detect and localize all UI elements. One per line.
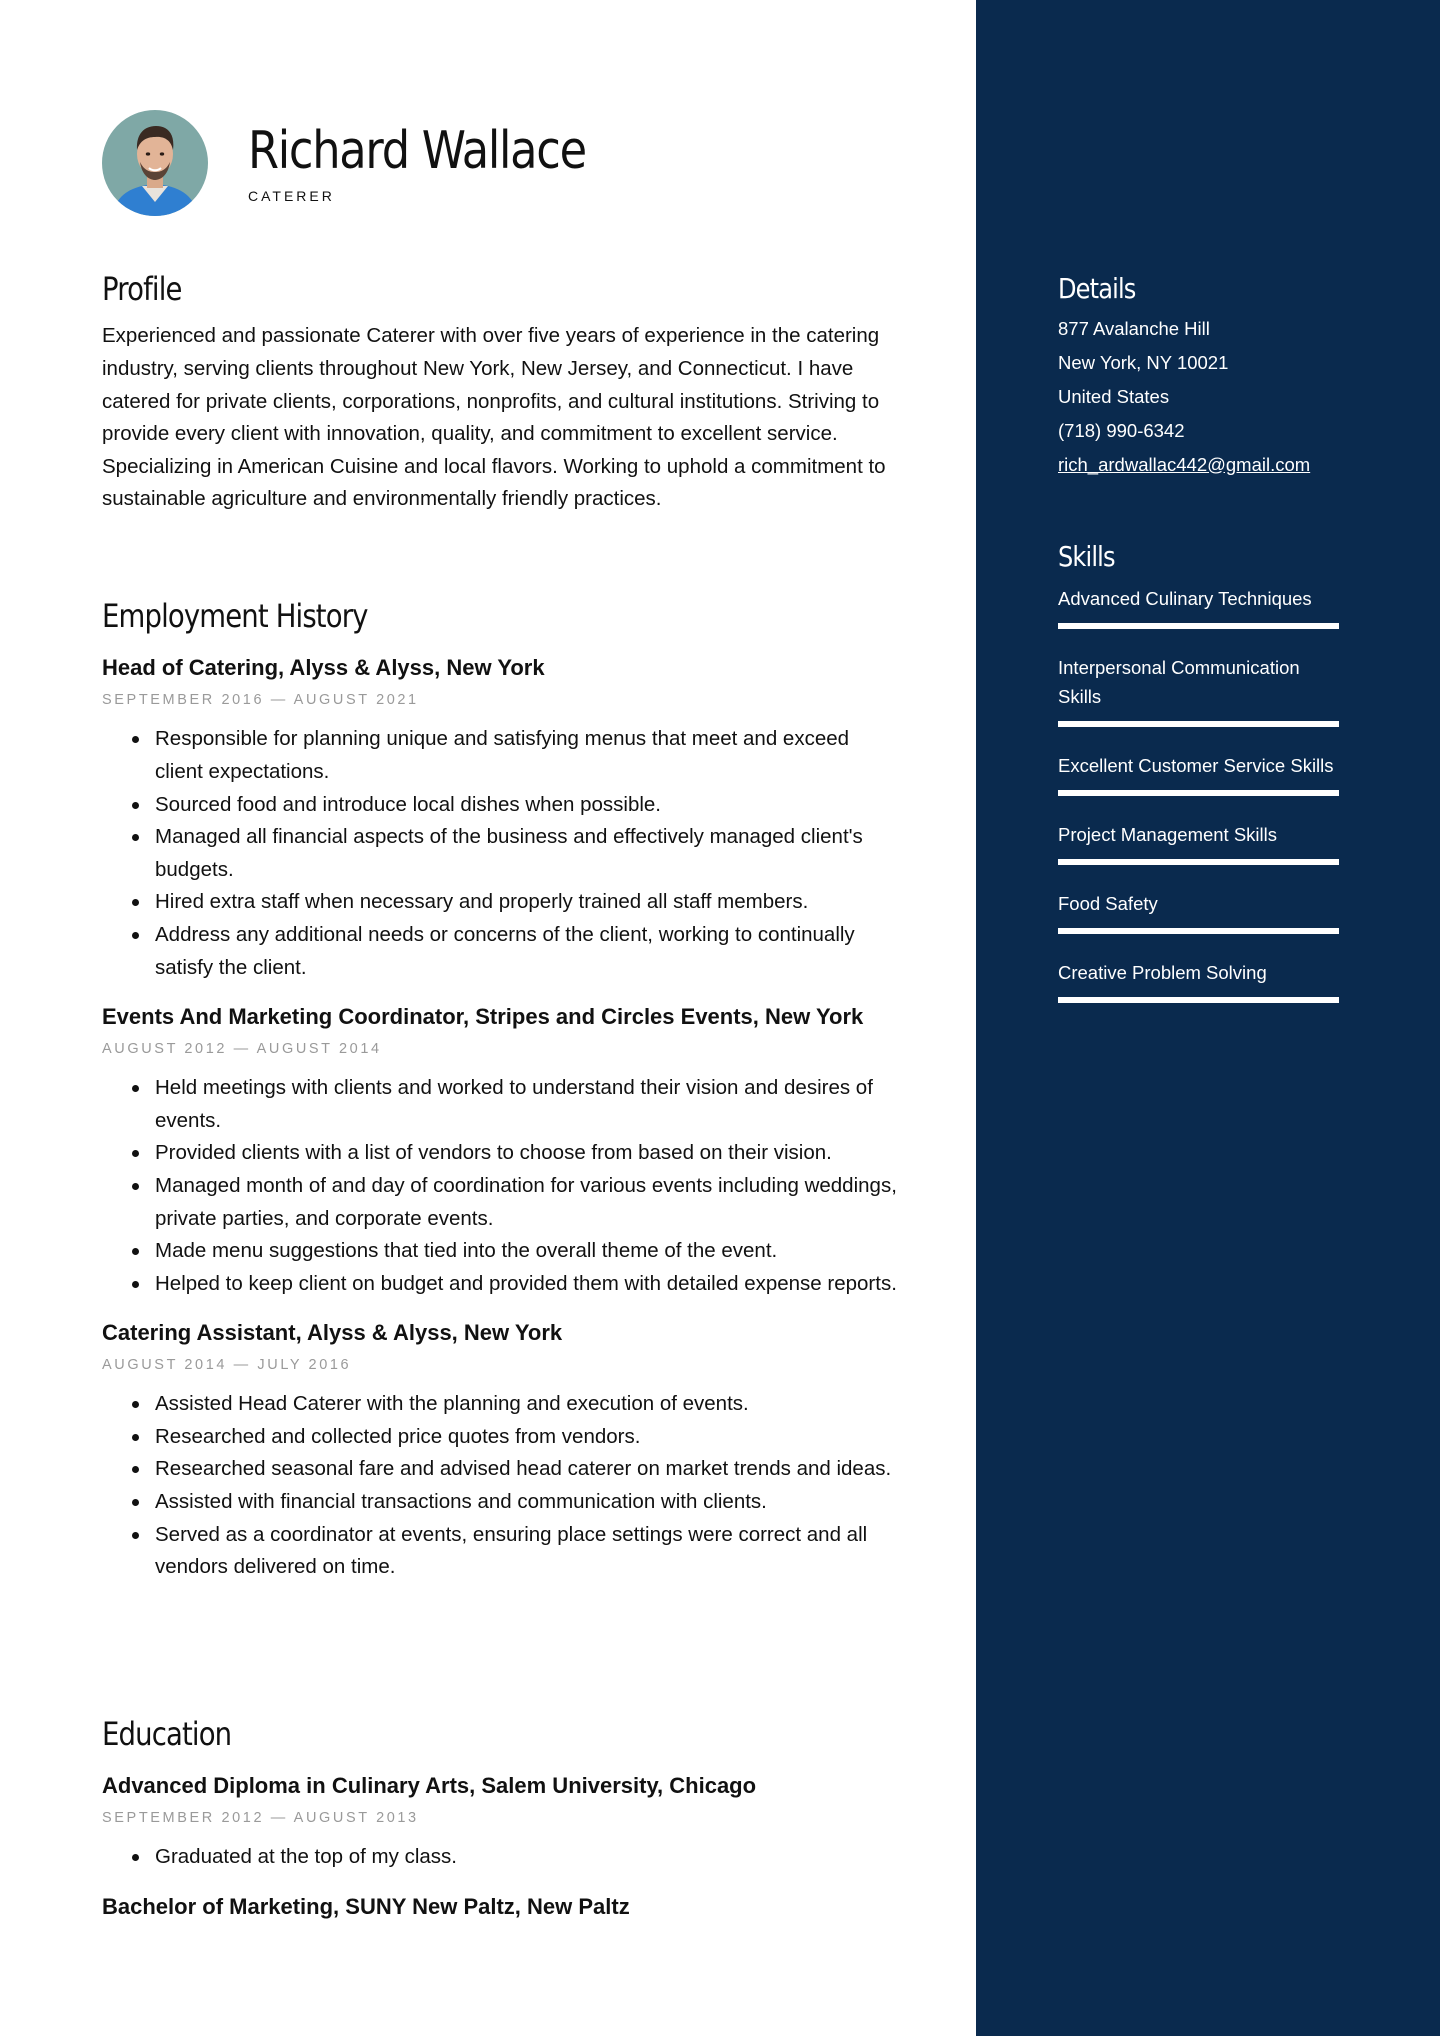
- skill-item: [1058, 751, 1340, 796]
- skill-level-bar: [1058, 790, 1339, 796]
- bullet-item: Assisted Head Caterer with the planning and execution of events.: [102, 1388, 902, 1421]
- email-link[interactable]: rich_ardwallac442@gmail.com: [1058, 453, 1311, 475]
- skill-item: [1058, 653, 1340, 727]
- entry-bullets: [102, 1841, 902, 1874]
- bullet-item: Address any additional needs or concerns of the client, working to continually satisfy the client.: [102, 919, 902, 984]
- bullet-item: Assisted with financial transactions and communication with clients.: [102, 1486, 902, 1519]
- bullet-item: Managed month of and day of coordination for various events including weddings, private parties, and corporate events.: [102, 1170, 902, 1235]
- skill-label: Project Management Skills: [1058, 823, 1278, 845]
- avatar-photo: [102, 110, 208, 216]
- skill-level-bar: [1058, 623, 1339, 629]
- skill-label: Interpersonal Communication Skills: [1058, 656, 1300, 707]
- skill-label: Food Safety: [1058, 892, 1158, 914]
- skills-heading: Skills: [1058, 540, 1115, 573]
- bullet-item: Researched and collected price quotes from vendors.: [102, 1421, 902, 1454]
- entry-title: Events And Marketing Coordinator, Stripes and Circles Events, New York: [102, 1004, 864, 1030]
- skill-label: Creative Problem Solving: [1058, 961, 1267, 983]
- address-line-1: 877 Avalanche Hill: [1058, 317, 1210, 339]
- skill-label: Advanced Culinary Techniques: [1058, 587, 1312, 609]
- entry-bullets: [102, 1388, 902, 1584]
- entry-date: AUGUST 2012 — AUGUST 2014: [102, 1041, 382, 1058]
- entry-bullets: [102, 723, 902, 984]
- education-section: [102, 1715, 902, 1922]
- employment-entry: [102, 1002, 902, 1300]
- bullet-item: Graduated at the top of my class.: [102, 1841, 902, 1874]
- bullet-item: Made menu suggestions that tied into the overall theme of the event.: [102, 1235, 902, 1268]
- skill-level-bar: [1058, 859, 1339, 865]
- phone-number: (718) 990-6342: [1058, 419, 1185, 441]
- skill-level-bar: [1058, 928, 1339, 934]
- entry-title: Catering Assistant, Alyss & Alyss, New York: [102, 1320, 563, 1346]
- employment-section: [102, 597, 902, 1584]
- bullet-item: Researched seasonal fare and advised head caterer on market trends and ideas.: [102, 1453, 902, 1486]
- job-title: CATERER: [248, 187, 335, 204]
- details-section: [1058, 272, 1340, 482]
- education-entry: [102, 1892, 902, 1922]
- employment-entry: [102, 653, 902, 984]
- bullet-item: Helped to keep client on budget and provided them with detailed expense reports.: [102, 1268, 902, 1301]
- entry-date: SEPTEMBER 2012 — AUGUST 2013: [102, 1810, 419, 1827]
- profile-text: Experienced and passionate Caterer with over five years of experience in the catering industry, serving clients throughout New York, New Jersey, and Connecticut. I have catered for private clients, corporations, nonprofits, and cultural institutions. Striving to provide every client with innovation, quality, and commitment to excellent service. Specializing in American Cuisine and local flavors. Working to uphold a commitment to sustainable agriculture and environmentally friendly practices.: [102, 324, 886, 511]
- skill-item: [1058, 958, 1340, 1003]
- skills-section: [1058, 540, 1340, 1003]
- entry-title: Bachelor of Marketing, SUNY New Paltz, New Paltz: [102, 1893, 630, 1919]
- skills-list: [1058, 584, 1340, 1003]
- bullet-item: Hired extra staff when necessary and properly trained all staff members.: [102, 886, 902, 919]
- entry-title: Advanced Diploma in Culinary Arts, Salem University, Chicago: [102, 1773, 757, 1799]
- skill-label: Excellent Customer Service Skills: [1058, 754, 1334, 776]
- skill-item: [1058, 889, 1340, 934]
- profile-section: [102, 270, 902, 516]
- skill-level-bar: [1058, 997, 1339, 1003]
- entry-date: AUGUST 2014 — JULY 2016: [102, 1357, 352, 1374]
- education-entry: [102, 1771, 902, 1874]
- skill-item: [1058, 584, 1340, 629]
- bullet-item: Served as a coordinator at events, ensuring place settings were correct and all vendors delivered on time.: [102, 1519, 902, 1584]
- resume-header: [102, 110, 641, 216]
- employment-heading: Employment History: [102, 597, 368, 635]
- skill-level-bar: [1058, 721, 1339, 727]
- entry-title: Head of Catering, Alyss & Alyss, New York: [102, 655, 545, 681]
- bullet-item: Held meetings with clients and worked to understand their vision and desires of events.: [102, 1072, 902, 1137]
- avatar: [102, 110, 208, 216]
- bullet-item: Provided clients with a list of vendors to choose from based on their vision.: [102, 1137, 902, 1170]
- education-heading: Education: [102, 1715, 232, 1753]
- employment-entry: [102, 1318, 902, 1584]
- bullet-item: Responsible for planning unique and satisfying menus that meet and exceed client expectations.: [102, 723, 902, 788]
- bullet-item: Managed all financial aspects of the business and effectively managed client's budgets.: [102, 821, 902, 886]
- address-line-2: New York, NY 10021: [1058, 351, 1229, 373]
- skill-item: [1058, 820, 1340, 865]
- country: United States: [1058, 385, 1170, 407]
- entry-date: SEPTEMBER 2016 — AUGUST 2021: [102, 692, 419, 709]
- details-heading: Details: [1058, 272, 1136, 305]
- entry-bullets: [102, 1072, 902, 1300]
- bullet-item: Sourced food and introduce local dishes when possible.: [102, 789, 902, 822]
- candidate-name: Richard Wallace: [248, 121, 586, 182]
- profile-heading: Profile: [102, 270, 182, 308]
